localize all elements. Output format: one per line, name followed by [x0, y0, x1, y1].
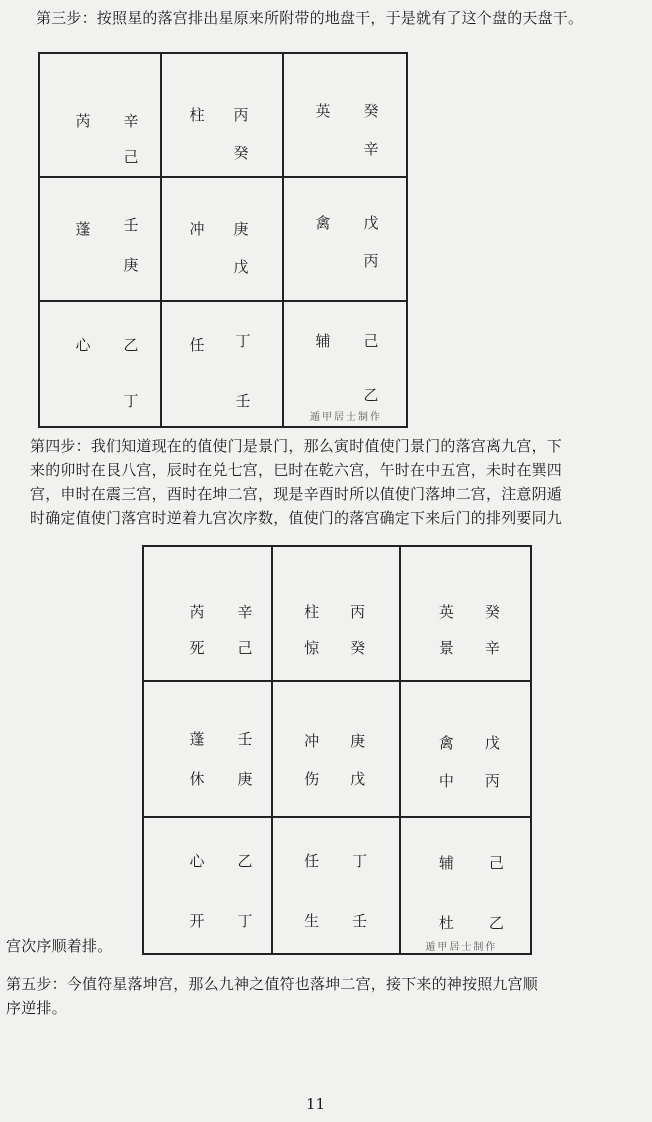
star-label: 任 [304, 851, 320, 870]
palace-cell [284, 302, 406, 426]
palace-cell [144, 682, 273, 817]
palace-cell [273, 682, 402, 817]
heaven-stem: 庚 [233, 220, 249, 238]
palace-cell [162, 54, 284, 178]
heaven-stem: 丁 [235, 332, 251, 350]
palace-cell [40, 54, 162, 178]
heaven-stem: 癸 [484, 603, 500, 621]
star-label: 冲 [304, 732, 320, 751]
earth-stem: 己 [123, 148, 139, 166]
heaven-stem: 丙 [233, 106, 249, 124]
palace-cell [401, 682, 530, 817]
earth-stem: 壬 [235, 392, 251, 410]
door-label: 死 [189, 639, 205, 657]
palace-cell [162, 178, 284, 302]
star-label: 心 [75, 336, 91, 354]
palace-cell [40, 178, 162, 302]
palace-cell [162, 302, 284, 426]
step4-line-2: 来的卯时在艮八宫，辰时在兑七宫，巳时在乾六宫，午时在中五宫，未时在巽四 [30, 461, 563, 479]
step4-line-3: 宫，申时在震三宫，酉时在坤二宫，现是辛酉时所以值使门落坤二宫，注意阴遁 [30, 485, 563, 503]
door-label: 中 [438, 772, 454, 791]
page-number: 11 [306, 1095, 326, 1113]
star-label: 心 [189, 851, 205, 870]
author-watermark: 遁甲居士制作 [310, 412, 382, 423]
heaven-stem: 己 [363, 332, 379, 350]
earth-stem: 己 [237, 639, 253, 657]
star-label: 辅 [438, 853, 454, 872]
palace-cell [144, 547, 273, 682]
step5-line-1: 第五步：今值符星落坤宫，那么九神之值符也落坤二宫，接下来的神按照九宫顺 [6, 975, 539, 993]
star-label: 芮 [189, 603, 205, 621]
heaven-stem: 壬 [237, 730, 253, 749]
earth-stem: 丁 [237, 911, 253, 930]
palace-cell [401, 818, 530, 953]
palace-cell [401, 547, 530, 682]
star-label: 英 [438, 603, 454, 621]
star-label: 英 [315, 102, 331, 120]
star-label: 禽 [438, 734, 454, 753]
palace-cell [273, 818, 402, 953]
heaven-stem: 戊 [484, 734, 500, 753]
step4-line-1: 第四步：我们知道现在的值使门是景门，那么寅时值使门景门的落宫离九宫，下 [30, 437, 563, 455]
earth-stem: 戊 [350, 770, 366, 789]
heaven-stem: 己 [488, 853, 504, 872]
step5-line-2: 序逆排。 [6, 999, 67, 1017]
heaven-stem: 庚 [350, 732, 366, 751]
author-watermark: 遁甲居士制作 [425, 941, 498, 953]
palace-cell [144, 818, 273, 953]
earth-stem: 乙 [488, 913, 504, 932]
qimen-chart-1 [38, 52, 408, 428]
star-label: 柱 [189, 106, 205, 124]
star-label: 芮 [75, 112, 91, 130]
star-label: 蓬 [75, 220, 91, 238]
door-label: 休 [189, 770, 205, 789]
earth-stem: 壬 [352, 911, 368, 930]
earth-stem: 庚 [123, 256, 139, 274]
palace-cell [273, 547, 402, 682]
palace-cell [284, 54, 406, 178]
door-label: 惊 [304, 639, 320, 657]
step4-tail: 宫次序顺着排。 [6, 937, 113, 955]
door-label: 伤 [304, 770, 320, 789]
heaven-stem: 辛 [237, 603, 253, 621]
heaven-stem: 乙 [123, 336, 139, 354]
star-label: 柱 [304, 603, 320, 621]
earth-stem: 丙 [363, 252, 379, 270]
step4-line-4: 时确定值使门落宫时逆着九宫次序数，值使门的落宫确定下来后门的排列要同九 [30, 509, 563, 527]
heaven-stem: 壬 [123, 216, 139, 234]
star-label: 任 [189, 336, 205, 354]
earth-stem: 庚 [237, 770, 253, 789]
door-label: 生 [304, 911, 320, 930]
earth-stem: 癸 [350, 639, 366, 657]
earth-stem: 乙 [363, 386, 379, 404]
earth-stem: 辛 [363, 140, 379, 158]
star-label: 蓬 [189, 730, 205, 749]
star-label: 冲 [189, 220, 205, 238]
palace-cell [284, 178, 406, 302]
heaven-stem: 戊 [363, 214, 379, 232]
qimen-chart-2 [142, 545, 532, 955]
heaven-stem: 丁 [352, 851, 368, 870]
door-label: 开 [189, 911, 205, 930]
step3-text: 第三步：按照星的落宫排出星原来所附带的地盘干，于是就有了这个盘的天盘干。 [36, 9, 584, 27]
star-label: 禽 [315, 214, 331, 232]
heaven-stem: 辛 [123, 112, 139, 130]
palace-cell [40, 302, 162, 426]
heaven-stem: 乙 [237, 851, 253, 870]
heaven-stem: 癸 [363, 102, 379, 120]
earth-stem: 丁 [123, 392, 139, 410]
heaven-stem: 丙 [350, 603, 366, 621]
earth-stem: 戊 [233, 258, 249, 276]
earth-stem: 辛 [484, 639, 500, 657]
door-label: 杜 [438, 913, 454, 932]
earth-stem: 丙 [484, 772, 500, 791]
star-label: 辅 [315, 332, 331, 350]
door-label: 景 [438, 639, 454, 657]
earth-stem: 癸 [233, 144, 249, 162]
